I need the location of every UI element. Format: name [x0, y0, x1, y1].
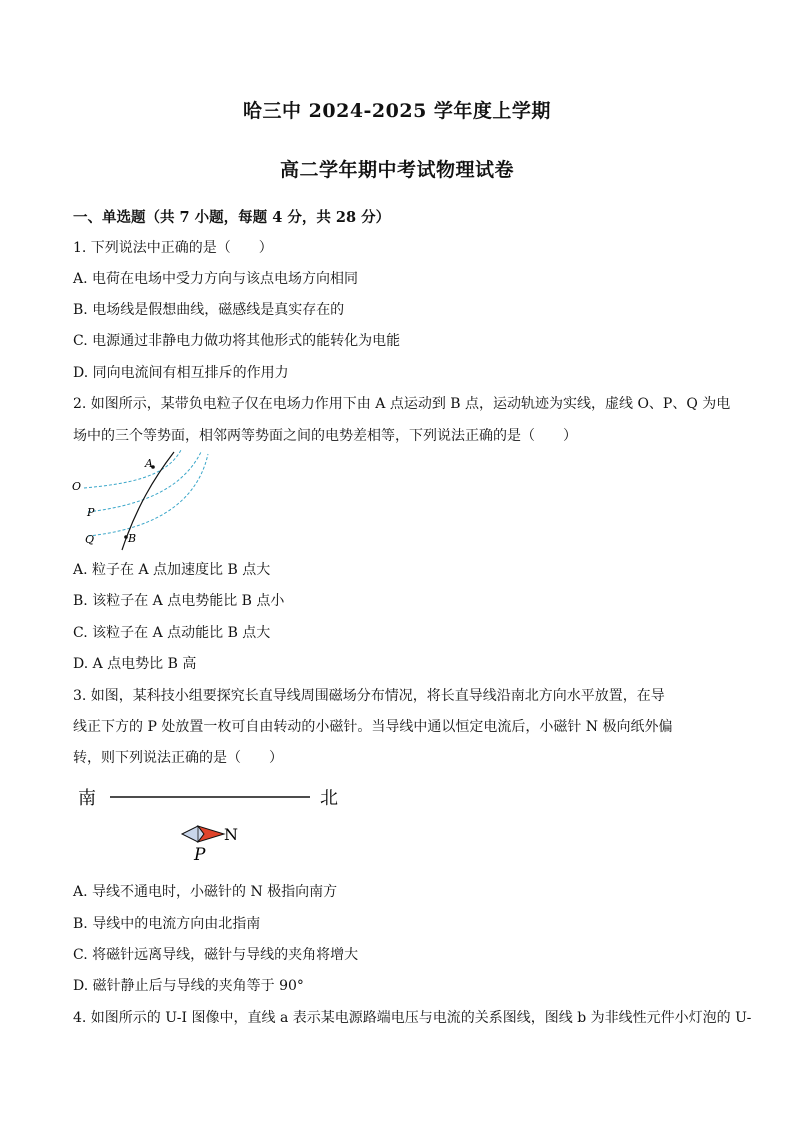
equipotential-curve-o [84, 450, 181, 488]
q2-stem-line1: 2. 如图所示，某带负电粒子仅在电场力作用下由 A 点运动到 B 点，运动轨迹为实线，虚线 O、P、Q 为电 [73, 396, 731, 412]
q3-wire-compass-figure [74, 784, 354, 866]
label-a: A [145, 457, 153, 470]
label-south: 南 [78, 788, 96, 809]
q1-option-a: A. 电荷在电场中受力方向与该点电场方向相同 [73, 271, 359, 287]
q3-option-d: D. 磁针静止后与导线的夹角等于 90° [73, 978, 304, 994]
q4-stem-line1: 4. 如图所示的 U-I 图像中，直线 a 表示某电源路端电压与电流的关系图线，图线 b 为非线性元件小灯泡的 U- [73, 1010, 752, 1026]
label-north: 北 [320, 788, 338, 809]
q1-option-d: D. 同向电流间有相互排斥的作用力 [73, 365, 289, 381]
q2-option-a: A. 粒子在 A 点加速度比 B 点大 [73, 562, 271, 578]
q2-option-d: D. A 点电势比 B 高 [73, 656, 197, 672]
label-n-pole: N [224, 825, 238, 844]
label-point-p: P [194, 845, 206, 865]
q1-option-b: B. 电场线是假想曲线，磁感线是真实存在的 [73, 302, 345, 318]
label-p: P [87, 506, 95, 519]
exam-title-line1: 哈三中 2024-2025 学年度上学期 [243, 100, 551, 122]
q3-option-a: A. 导线不通电时，小磁针的 N 极指向南方 [73, 884, 338, 900]
q1-option-c: C. 电源通过非静电力做功将其他形式的能转化为电能 [73, 333, 401, 349]
label-o: O [72, 480, 82, 493]
q2-equipotential-figure [66, 448, 226, 552]
section-heading: 一、单选题（共 7 小题，每题 4 分，共 28 分） [73, 209, 391, 226]
q2-stem-line2: 场中的三个等势面，相邻两等势面之间的电势差相等，下列说法正确的是（ ） [73, 428, 577, 444]
q3-stem-line2: 线正下方的 P 处放置一枚可自由转动的小磁针。当导线中通以恒定电流后，小磁针 N 极向纸外偏 [73, 719, 673, 735]
label-q: Q [85, 533, 95, 546]
q3-stem-line1: 3. 如图，某科技小组要探究长直导线周围磁场分布情况，将长直导线沿南北方向水平放置，在导 [73, 688, 665, 704]
q2-option-b: B. 该粒子在 A 点电势能比 B 点小 [73, 593, 285, 609]
exam-title-line2: 高二学年期中考试物理试卷 [279, 159, 514, 181]
q3-stem-line3: 转，则下列说法正确的是（ ） [73, 750, 283, 766]
q3-option-b: B. 导线中的电流方向由北指南 [73, 916, 261, 932]
label-b: B [128, 532, 137, 545]
q2-option-c: C. 该粒子在 A 点动能比 B 点大 [73, 625, 271, 641]
q3-option-c: C. 将磁针远离导线，磁针与导线的夹角将增大 [73, 947, 359, 963]
q1-stem: 1. 下列说法中正确的是（ ） [73, 240, 273, 256]
